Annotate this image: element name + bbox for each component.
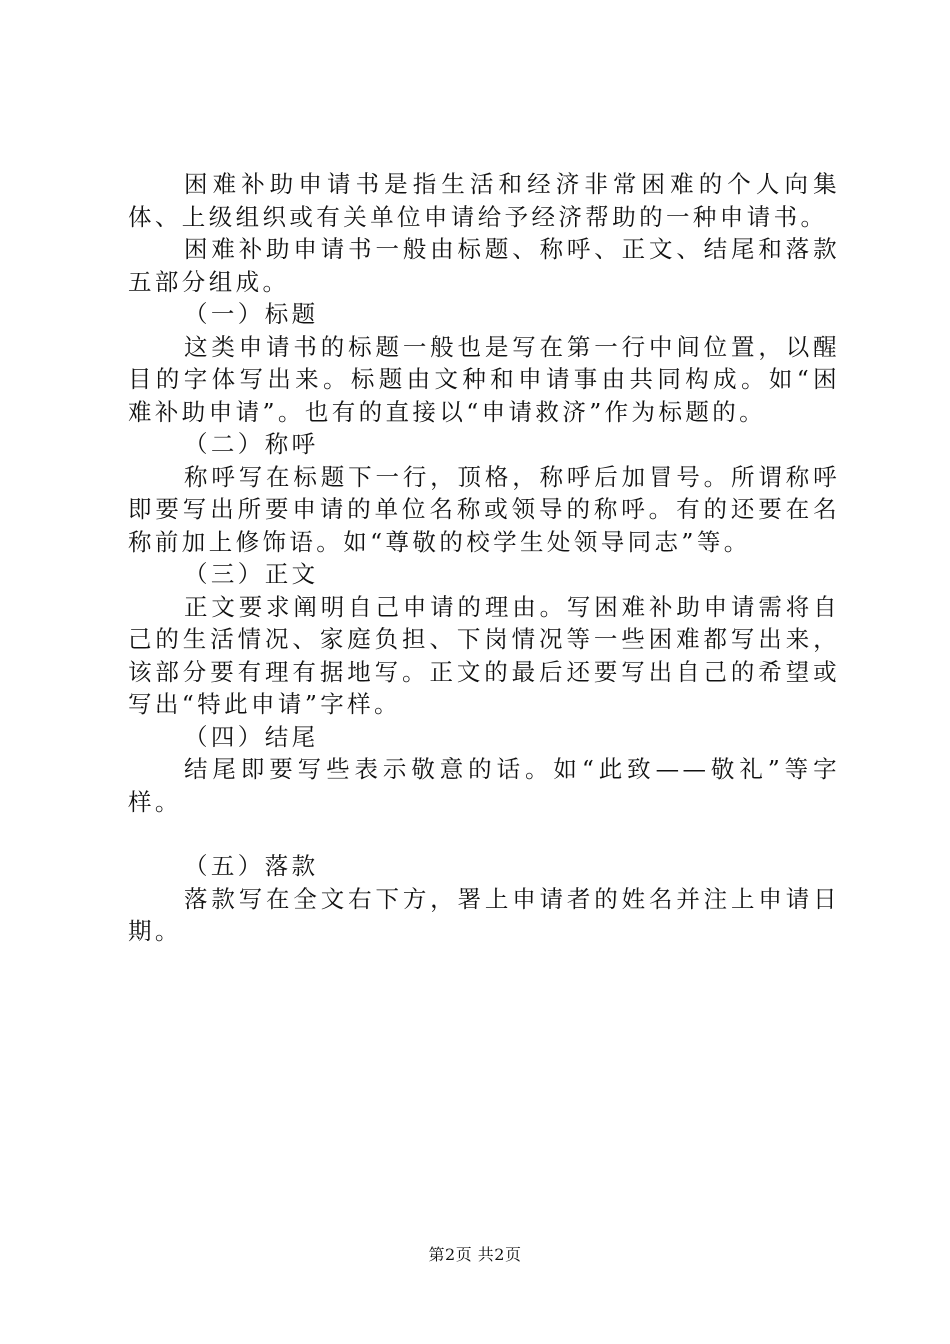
page-number-footer: 第2页 共2页 xyxy=(428,1245,522,1264)
document-body xyxy=(128,168,840,948)
paragraph-salutation: 称呼写在标题下一行，顶格，称呼后加冒号。所谓称呼即要写出所要申请的单位名称或领导的称呼。有的还要在名称前加上修饰语。如“尊敬的校学生处领导同志”等。 xyxy=(128,462,840,556)
paragraph-body: 正文要求阐明自己申请的理由。写困难补助申请需将自己的生活情况、家庭负担、下岗情况等一些困难都写出来，该部分要有理有据地写。正文的最后还要写出自己的希望或写出“特此申请”字样。 xyxy=(128,592,840,718)
heading-body: （三）正文 xyxy=(184,560,319,588)
paragraph-title: 这类申请书的标题一般也是写在第一行中间位置，以醒目的字体写出来。标题由文种和申请事由共同构成。如“困难补助申请”。也有的直接以“申请救济”作为标题的。 xyxy=(128,332,840,426)
paragraph-signature: 落款写在全文右下方，署上申请者的姓名并注上申请日期。 xyxy=(128,884,840,945)
paragraph-definition: 困难补助申请书是指生活和经济非常困难的个人向集体、上级组织或有关单位申请给予经济帮助的一种申请书。 xyxy=(128,170,840,231)
paragraph-structure: 困难补助申请书一般由标题、称呼、正文、结尾和落款五部分组成。 xyxy=(128,235,840,296)
heading-signature: （五）落款 xyxy=(184,852,319,880)
heading-title: （一）标题 xyxy=(184,300,319,328)
heading-salutation: （二）称呼 xyxy=(184,430,319,458)
heading-closing: （四）结尾 xyxy=(184,722,319,751)
paragraph-closing: 结尾即要写些表示敬意的话。如“此致——敬礼”等字样。 xyxy=(128,755,840,816)
